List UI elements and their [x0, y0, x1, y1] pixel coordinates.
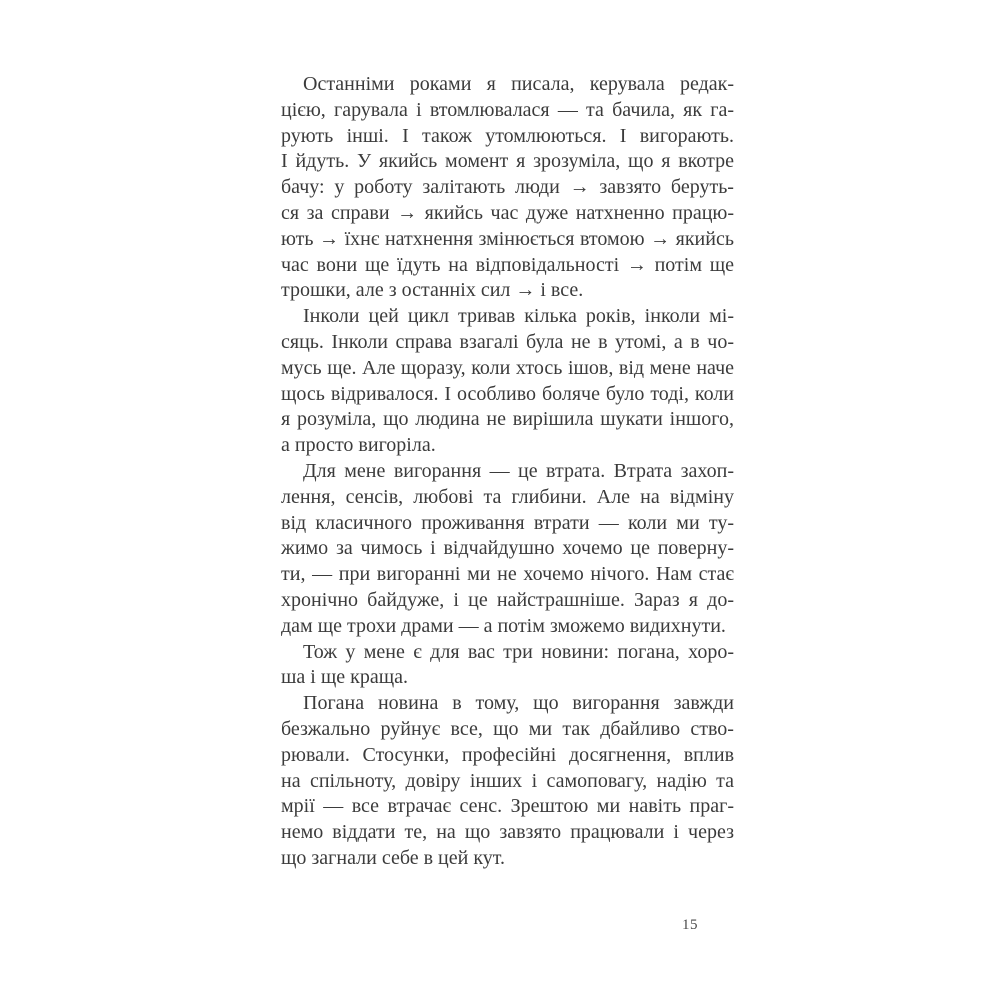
text-line: Для мене вигорання — це втрата. Втрата захоп-: [303, 459, 735, 482]
text-line: бачу: у роботу залітають люди → завзято беруть-: [281, 176, 734, 199]
text-line: рювали. Стосунки, професійні досягнення, вплив: [281, 743, 735, 766]
text-line: рують інші. І також утомлюються. І вигорають.: [281, 124, 734, 147]
text-line: дам ще трохи драми — а потім зможемо видихнути.: [281, 614, 726, 637]
text-line: ти, — при вигоранні ми не хочемо нічого. Нам стає: [281, 563, 734, 586]
text-line: І йдуть. У якийсь момент я зрозуміла, що я вкотре: [281, 150, 734, 173]
text-line: жимо за чимось і відчайдушно хочемо це поверну-: [281, 537, 735, 560]
text-line: Погана новина в тому, що вигорання завжди: [303, 692, 734, 715]
text-line: а просто вигоріла.: [281, 434, 436, 457]
text-line: Тож у мене є для вас три новини: погана, хоро-: [303, 640, 735, 663]
text-line: лення, сенсів, любові та глибини. Але на відміну: [281, 485, 734, 508]
text-line: від класичного проживання втрати — коли ми ту-: [281, 511, 735, 534]
text-line: трошки, але з останніх сил → і все.: [281, 279, 584, 302]
text-line: мрії — все втрачає сенс. Зрештою ми навіть праг-: [281, 795, 734, 818]
text-line: на спільноту, довіру інших і самоповагу, надію та: [281, 769, 735, 792]
text-line: цією, гарувала і втомлювалася — та бачила, як га-: [281, 98, 735, 121]
text-line: ся за справи → якийсь час дуже натхненно працю-: [281, 201, 735, 224]
text-line: Інколи цей цикл тривав кілька років, інколи мі-: [303, 305, 734, 328]
text-line: що загнали себе в цей кут.: [281, 846, 506, 869]
text-line: час вони ще їдуть на відповідальності → потім ще: [281, 253, 734, 276]
text-column: [281, 72, 734, 872]
text-line: Останніми роками я писала, керувала редак-: [303, 73, 735, 95]
text-line: хронічно байдуже, і це найстрашніше. Зараз я до-: [281, 588, 734, 611]
text-line: ша і ще краща.: [281, 666, 408, 689]
text-line: безжально руйнує все, що ми так дбайливо ство-: [281, 717, 734, 740]
page-number: 15: [682, 917, 698, 933]
text-line: немо віддати те, на що завзято працювали і через: [281, 821, 734, 844]
text-line: сяць. Інколи справа взагалі була не в утомі, а в чо-: [281, 330, 734, 353]
text-line: я розуміла, що людина не вирішила шукати іншого,: [281, 408, 735, 431]
text-line: ють → їхнє натхнення змінюється втомою → якийсь: [281, 227, 734, 250]
text-line: щось відривалося. І особливо боляче було тоді, коли: [281, 382, 735, 405]
text-line: мусь ще. Але щоразу, коли хтось ішов, від мене наче: [281, 356, 735, 379]
